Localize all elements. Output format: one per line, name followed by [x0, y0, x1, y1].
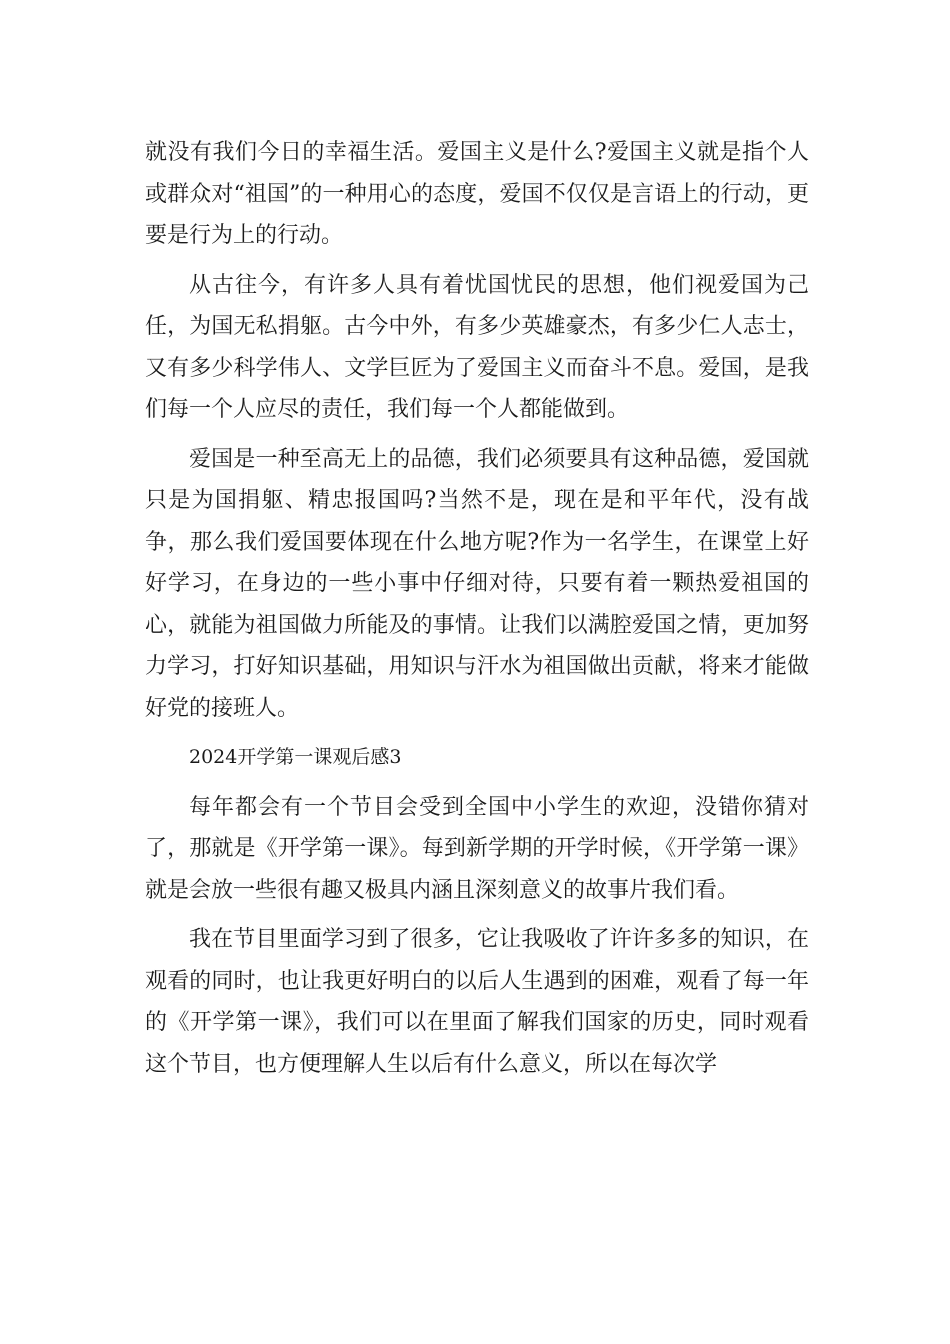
paragraph-4: 每年都会有一个节目会受到全国中小学生的欢迎，没错你猜对了，那就是《开学第一课》。每到新学期的开学时候，《开学第一课》就是会放一些很有趣又极具内涵且深刻意义的故事片我们看。: [145, 794, 809, 903]
paragraph-2: 从古往今，有许多人具有着忧国忧民的思想，他们视爱国为己任，为国无私捐躯。古今中外，有多少英雄豪杰，有多少仁人志士，又有多少科学伟人、文学巨匠为了爱国主义而奋斗不息。爱国，是我们每一个人应尽的责任，我们每一个人都能做到。: [145, 272, 809, 422]
paragraph-3: 爱国是一种至高无上的品德，我们必须要具有这种品德，爱国就只是为国捐躯、精忠报国吗?当然不是，现在是和平年代，没有战争，那么我们爱国要体现在什么地方呢?作为一名学生，在课堂上好好学习，在身边的一些小事中仔细对待，只要有着一颗热爱祖国的心，就能为祖国做力所能及的事情。让我们以满腔爱国之情，更加努力学习，打好知识基础，用知识与汗水为祖国做出贡献，将来才能做好党的接班人。: [145, 446, 809, 721]
paragraph-5: 我在节目里面学习到了很多，它让我吸收了许许多多的知识，在观看的同时，也让我更好明白的以后人生遇到的困难，观看了每一年的《开学第一课》，我们可以在里面了解我们国家的历史，同时观看这个节目，也方便理解人生以后有什么意义，所以在每次学: [145, 927, 809, 1077]
document-body: [145, 132, 809, 1085]
section-heading: 2024开学第一课观后感3: [189, 746, 402, 768]
paragraph-1: 就没有我们今日的幸福生活。爱国主义是什么?爱国主义就是指个人或群众对“祖国”的一种用心的态度，爱国不仅仅是言语上的行动，更要是行为上的行动。: [145, 140, 809, 248]
